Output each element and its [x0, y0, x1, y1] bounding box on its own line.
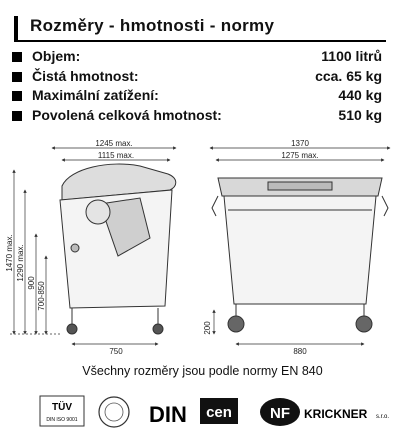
bullet-square-icon	[12, 111, 22, 121]
spec-row-net-weight	[12, 68, 382, 88]
bullet-square-icon	[12, 72, 22, 82]
dim-side-top-inner: 1115 max.	[97, 151, 135, 160]
brand-logo	[304, 407, 389, 421]
header-accent-bar	[14, 16, 18, 40]
din-logo	[149, 402, 187, 427]
spec-value: 1100 litrů	[321, 48, 382, 64]
page-title: Rozměry - hmotnosti - normy	[30, 16, 275, 35]
front-lid-handle	[268, 182, 332, 190]
dim-height-pedal: 700-850	[37, 281, 46, 311]
dim-side-top-outer: 1245 max.	[95, 139, 133, 148]
side-view	[60, 164, 176, 334]
brand-suffix: s.r.o.	[376, 414, 390, 420]
front-wheel-left	[228, 316, 244, 332]
spec-value: 440 kg	[338, 87, 382, 103]
section-header	[14, 10, 386, 36]
tuv-logo	[40, 396, 84, 426]
dim-height-rim: 900	[27, 276, 36, 290]
front-view	[212, 178, 388, 332]
tuv-text: TÜV	[52, 402, 72, 413]
side-wheel-right	[153, 324, 163, 334]
dim-height-body: 1290 max.	[16, 244, 25, 282]
nf-logo	[260, 398, 300, 426]
spec-label: Maximální zatížení:	[32, 87, 159, 103]
spec-value: cca. 65 kg	[315, 67, 382, 84]
front-wheel-right	[356, 316, 372, 332]
dim-front-top-outer: 1370	[291, 139, 309, 148]
technical-drawing	[0, 138, 405, 358]
din-text: DIN	[149, 402, 187, 427]
dim-front-wheel: 200	[203, 321, 212, 335]
nf-text: NF	[270, 405, 290, 422]
spec-list	[12, 48, 382, 126]
cen-text: cen	[206, 404, 232, 421]
spec-row-total-weight	[12, 107, 382, 127]
certification-logos	[0, 386, 405, 436]
header-underline	[14, 40, 386, 42]
spec-row-volume	[12, 48, 382, 68]
seal-logo	[99, 397, 129, 427]
cen-logo	[200, 398, 238, 424]
dim-height-total: 1470 max.	[5, 234, 14, 272]
front-body	[224, 196, 376, 304]
side-hinge	[86, 200, 110, 224]
bullet-square-icon	[12, 91, 22, 101]
dim-front-bottom: 880	[293, 347, 307, 356]
spec-label: Povolená celková hmotnost:	[32, 106, 222, 123]
standards-note: Všechny rozměry jsou podle normy EN 840	[82, 364, 323, 378]
tuv-subtext: DIN ISO 9001	[46, 417, 78, 423]
spec-value: 510 kg	[338, 106, 382, 123]
dim-side-bottom: 750	[109, 347, 123, 356]
spec-row-max-load	[12, 87, 382, 107]
bullet-square-icon	[12, 52, 22, 62]
brand-text: KRICKNER	[304, 407, 368, 421]
dim-front-top-inner: 1275 max.	[281, 151, 319, 160]
side-wheel-left	[67, 324, 77, 334]
spec-label: Objem:	[32, 48, 81, 64]
spec-label: Čistá hmotnost:	[32, 67, 139, 84]
